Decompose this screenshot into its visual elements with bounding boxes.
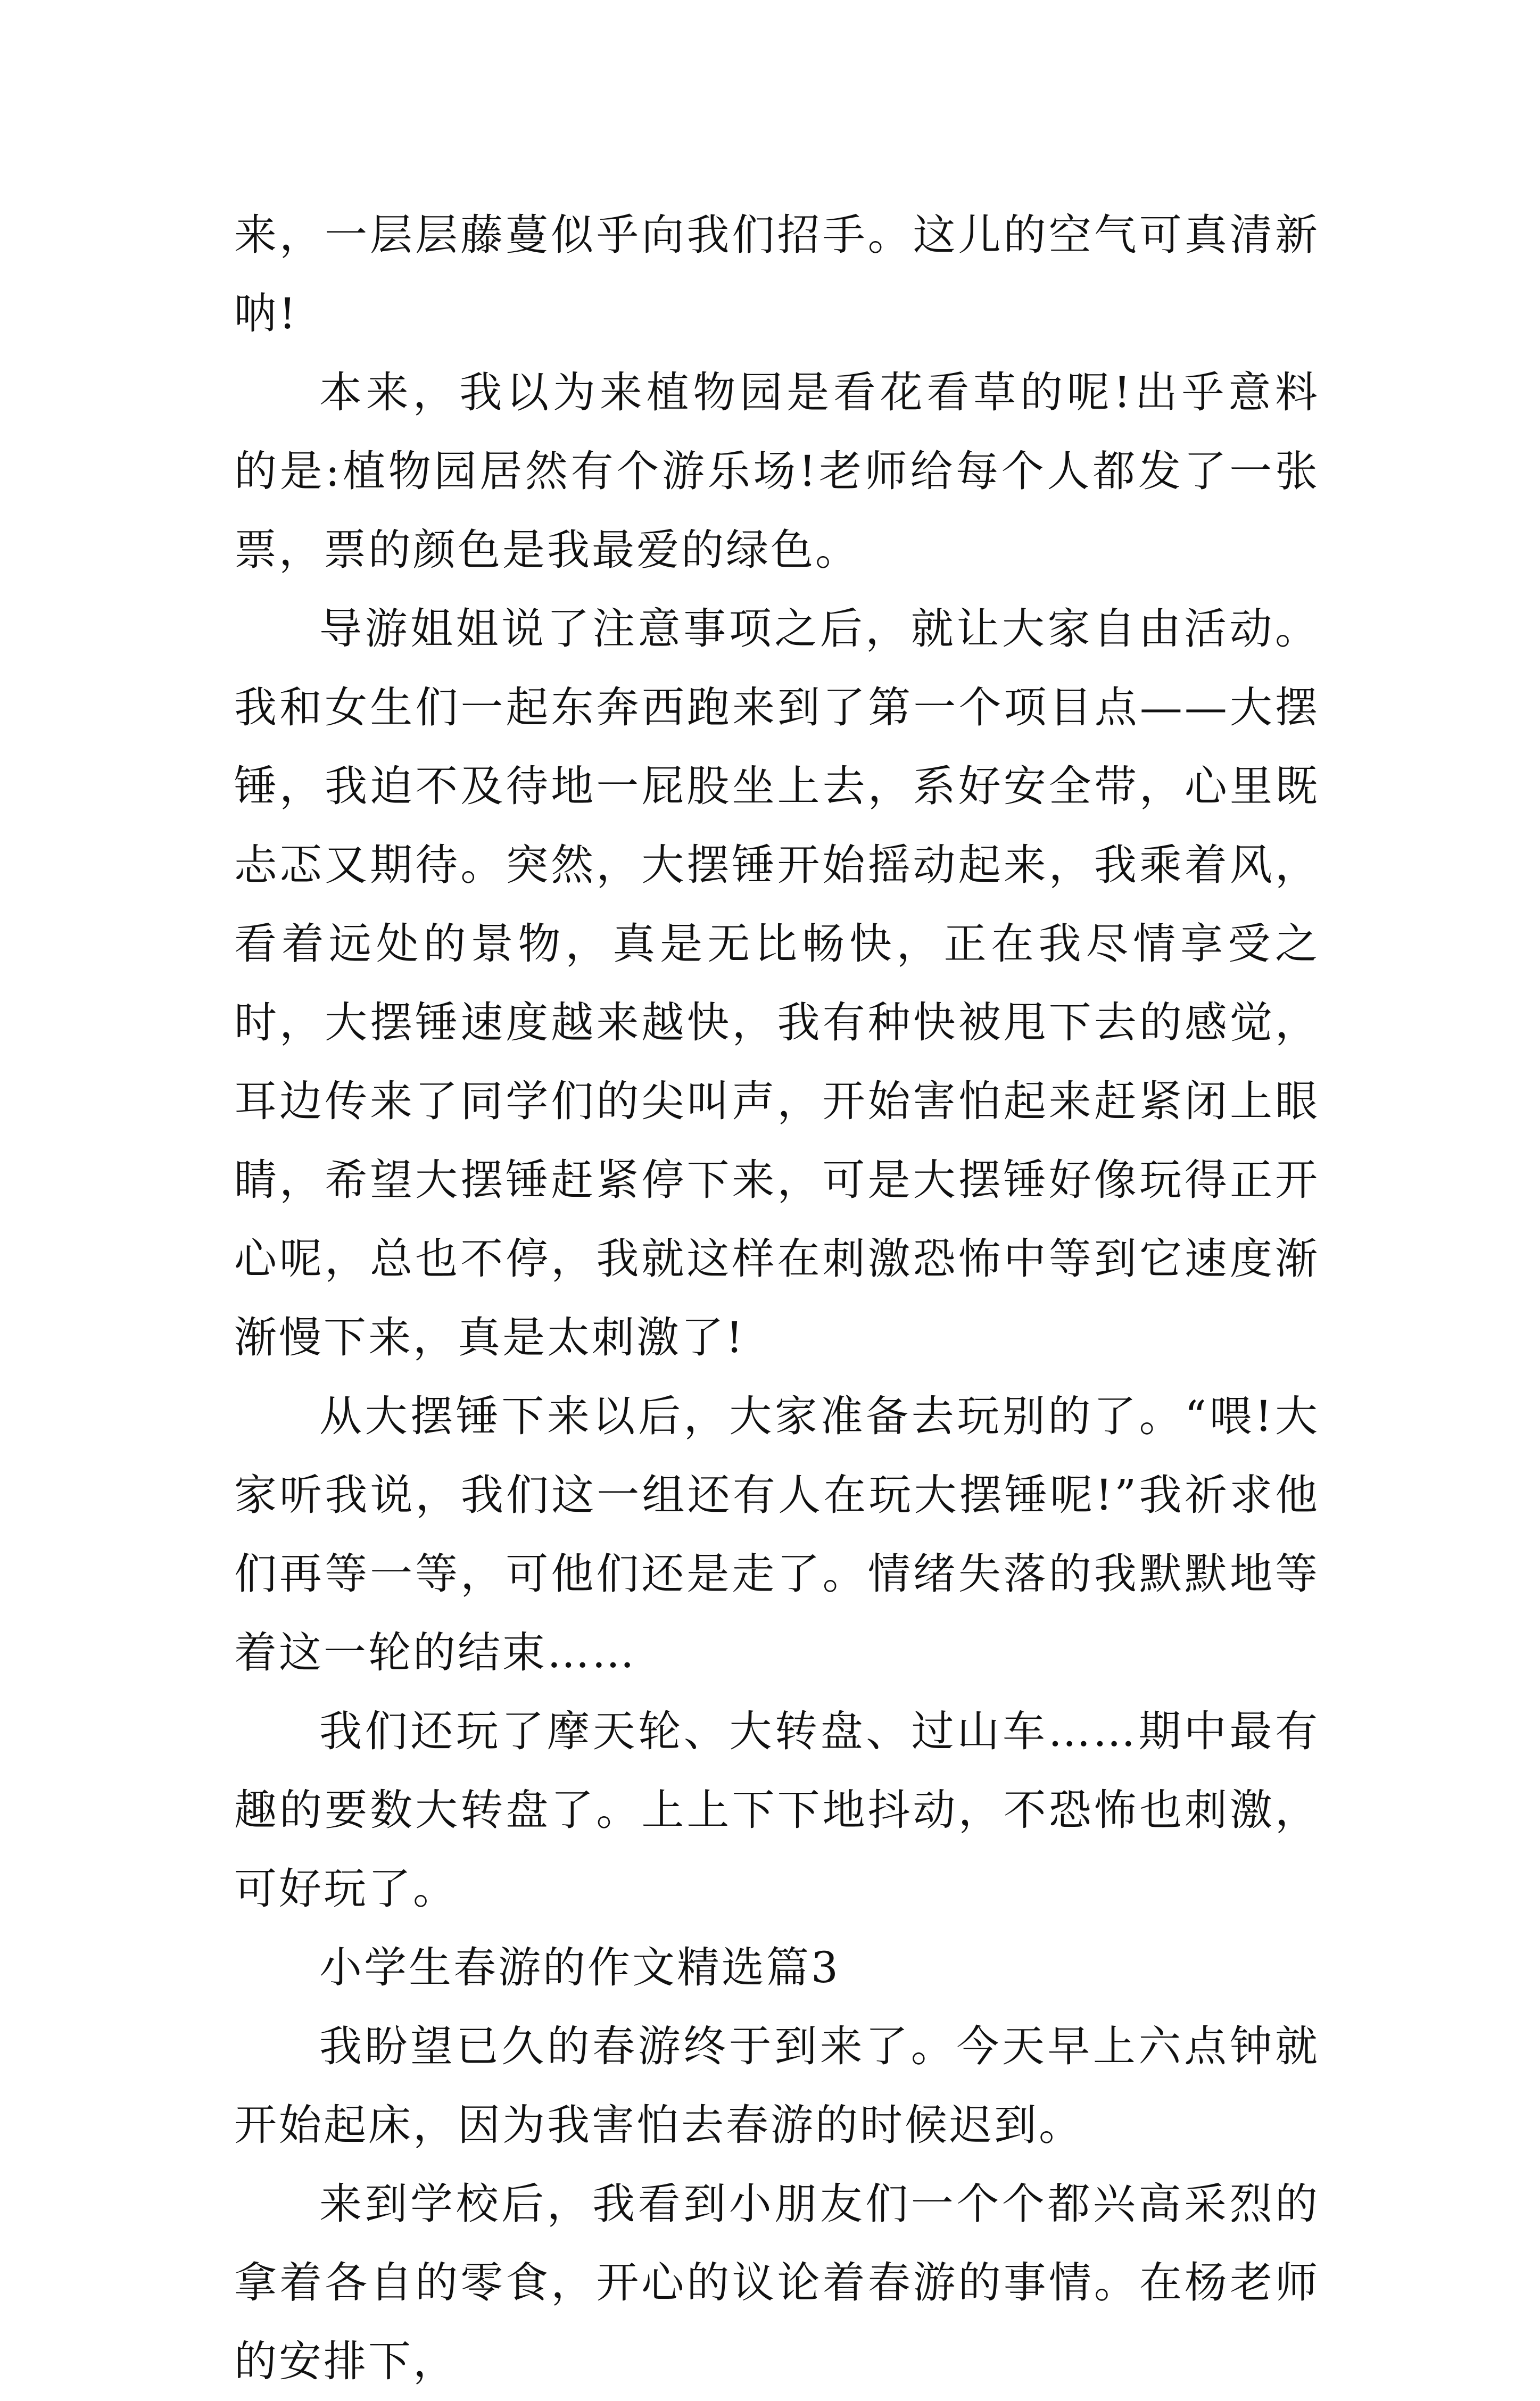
- paragraph-botanical-garden: 本来，我以为来植物园是看花看草的呢!出乎意料的是:植物园居然有个游乐场!老师给每个人都发了一张票，票的颜色是我最爱的绿色。: [234, 368, 1320, 575]
- paragraph-other-rides: 我们还玩了摩天轮、大转盘、过山车……期中最有趣的要数大转盘了。上上下下地抖动，不恐怖也刺激，可好玩了。: [234, 1707, 1320, 1914]
- paragraph-pendulum-ride: 导游姐姐说了注意事项之后，就让大家自由活动。我和女生们一起东奔西跑来到了第一个项目点——大摆锤，我迫不及待地一屁股坐上去，系好安全带，心里既忐忑又期待。突然，大摆锤开始摇动起来，我乘着风，看着远处的景物，真是无比畅快，正在我尽情享受之时，大摆锤速度越来越快，我有种快被甩下去的感觉，耳边传来了同学们的尖叫声，开始害怕起来赶紧闭上眼睛，希望大摆锤赶紧停下来，可是大摆锤好像玩得正开心呢，总也不停，我就这样在刺激恐怖中等到它速度渐渐慢下来，真是太刺激了!: [234, 604, 1320, 1362]
- section-heading: 小学生春游的作文精选篇3: [319, 1943, 840, 1992]
- paragraph-spring-trip-start: 我盼望已久的春游终于到来了。今天早上六点钟就开始起床，因为我害怕去春游的时候迟到。: [234, 2022, 1320, 2150]
- paragraph-arrive-school: 来到学校后，我看到小朋友们一个个都兴高采烈的拿着各自的零食，开心的议论着春游的事情。在杨老师的安排下，: [234, 2179, 1320, 2386]
- document-body: [234, 196, 1320, 2401]
- paragraph-continuation: 来，一层层藤蔓似乎向我们招手。这儿的空气可真清新呐!: [234, 210, 1320, 338]
- paragraph-after-ride: 从大摆锤下来以后，大家准备去玩别的了。“喂!大家听我说，我们这一组还有人在玩大摆锤呢!”我祈求他们再等一等，可他们还是走了。情绪失落的我默默地等着这一轮的结束……: [234, 1392, 1320, 1677]
